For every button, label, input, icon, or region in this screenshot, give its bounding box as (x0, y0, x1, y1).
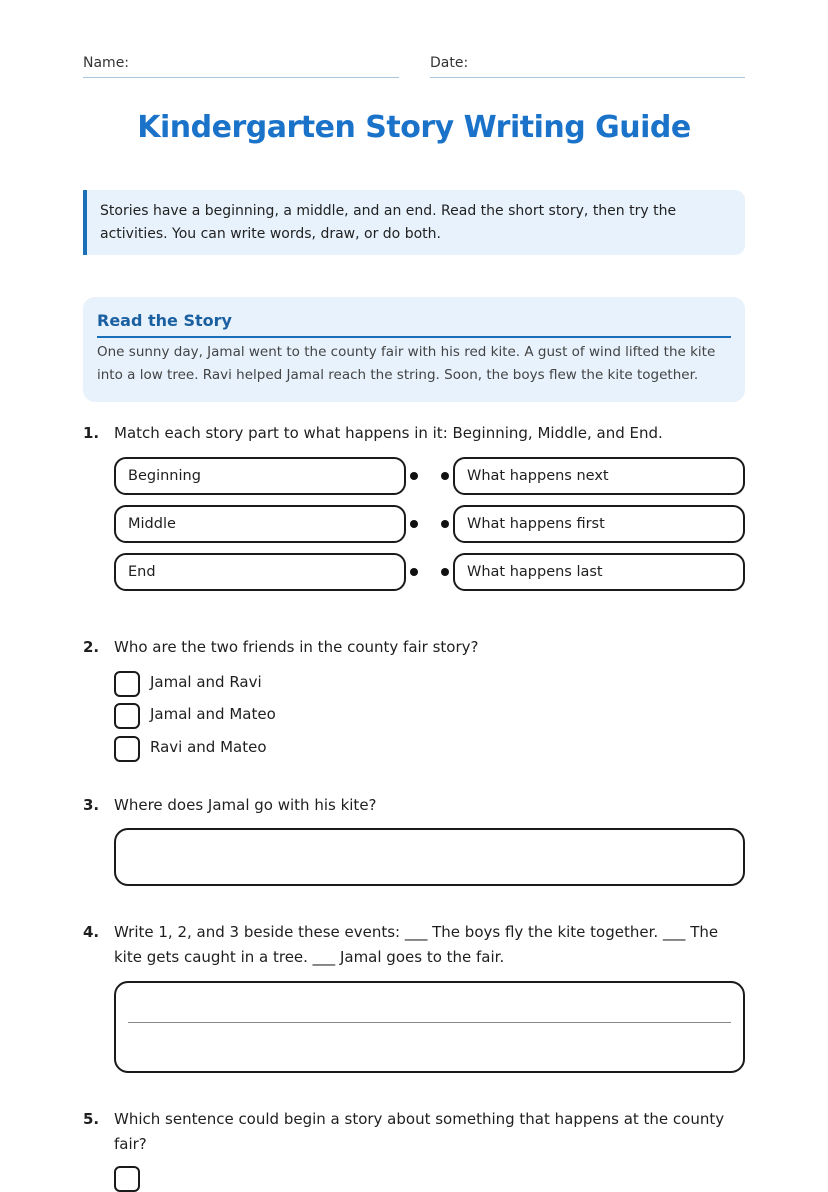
match-dot-left-3[interactable] (410, 568, 418, 576)
match-dot-left-2[interactable] (410, 520, 418, 528)
question-number: 1. (83, 424, 100, 442)
question-number: 3. (83, 796, 100, 814)
match-dot-right-3[interactable] (441, 568, 449, 576)
name-field[interactable] (83, 52, 399, 78)
checkbox[interactable] (114, 671, 140, 697)
option-label: Jamal and Ravi (150, 673, 262, 691)
answer-box-3[interactable] (114, 828, 745, 886)
name-label: Name: (83, 55, 130, 71)
question-prompt: Which sentence could begin a story about something that happens at the county fair? (114, 1110, 725, 1153)
match-right-next[interactable]: What happens next (453, 457, 745, 495)
page-title: Kindergarten Story Writing Guide (137, 110, 691, 145)
match-left-end[interactable]: End (114, 553, 406, 591)
question-number: 5. (83, 1110, 100, 1128)
story-heading: Read the Story (97, 311, 731, 338)
checkbox[interactable] (114, 736, 140, 762)
match-left-beginning[interactable]: Beginning (114, 457, 406, 495)
question-number: 4. (83, 923, 100, 941)
checkbox[interactable] (114, 1166, 140, 1192)
question-prompt: Write 1, 2, and 3 beside these events: ___ The boys fly the kite together. ___ The kite gets caught in a tree. ___ Jamal goes to the fair. (114, 923, 719, 966)
question-prompt: Match each story part to what happens in it: Beginning, Middle, and End. (114, 424, 663, 442)
writing-line (128, 1022, 731, 1023)
date-label: Date: (430, 55, 469, 71)
intro-callout: Stories have a beginning, a middle, and an end. Read the short story, then try the activities. You can write words, draw, or do both. (83, 190, 745, 255)
question-4 (83, 920, 745, 970)
question-prompt: Who are the two friends in the county fair story? (114, 638, 479, 656)
question-2 (83, 635, 745, 660)
match-dot-left-1[interactable] (410, 472, 418, 480)
match-right-first[interactable]: What happens first (453, 505, 745, 543)
match-left-middle[interactable]: Middle (114, 505, 406, 543)
answer-box-4[interactable] (114, 981, 745, 1073)
date-field[interactable] (430, 52, 745, 78)
question-5 (83, 1107, 745, 1157)
match-right-last[interactable]: What happens last (453, 553, 745, 591)
question-3 (83, 793, 745, 818)
story-text: One sunny day, Jamal went to the county fair with his red kite. A gust of wind lifted the kite into a low tree. Ravi helped Jamal reach the string. Soon, the boys flew the kite together. (97, 344, 716, 383)
option-label: Jamal and Mateo (150, 705, 276, 723)
match-dot-right-2[interactable] (441, 520, 449, 528)
question-1 (83, 421, 745, 446)
story-panel (83, 297, 745, 402)
checkbox[interactable] (114, 703, 140, 729)
question-number: 2. (83, 638, 100, 656)
match-dot-right-1[interactable] (441, 472, 449, 480)
option-label: Ravi and Mateo (150, 738, 267, 756)
question-prompt: Where does Jamal go with his kite? (114, 796, 377, 814)
